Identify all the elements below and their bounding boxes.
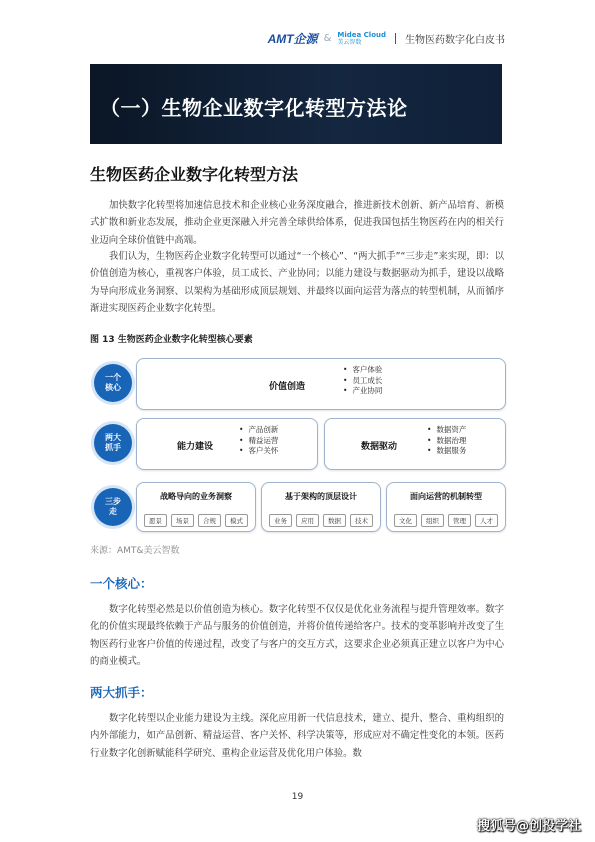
list-item: • 客户关怀 xyxy=(239,446,278,457)
data-items xyxy=(427,425,466,457)
chapter-banner xyxy=(90,64,502,144)
one-core-paragraph: 数字化转型必然是以价值创造为核心。数字化转型不仅仅是优化业务流程与提升管理效率。数字化的价值实现最终依赖于产品与服务的价值创造，并将价值传递给客户。技术的变革影响并改变了生物医药行业客户价值的传递过程，改变了与客户的交互方式，这要求企业必须真正建立以客户为中心的商业模式。 xyxy=(90,604,504,668)
document-title: 生物医药数字化白皮书 xyxy=(405,35,505,46)
section-title: 生物医药企业数字化转型方法 xyxy=(90,165,299,184)
page-number: 19 xyxy=(291,792,304,802)
intro-paragraph-2: 我们认为，生物医药企业数字化转型可以通过“一个核心”、“两大抓手”“三步走”来实现，即：以价值创造为核心，重视客户体验，员工成长、产业协同；以能力建设与数据驱动为抓手，建设以战略为导向形成业务洞察、以架构为基础形成顶层规划、并最终以面向运营为落点的转型机制，从而循序渐进实现医药企业数字化转型。 xyxy=(90,251,504,315)
chip-row xyxy=(262,514,380,527)
chip-row xyxy=(387,514,505,527)
intro-paragraph-1: 加快数字化转型将加速信息技术和企业核心业务深度融合，推进新技术创新、新产品培育、新模式扩散和新业态发展，推动企业更深融入并完善全球供给体系，促进我国包括生物医药在内的相关行业迈向全球价值链中高端。 xyxy=(90,200,504,246)
list-item: • 数据服务 xyxy=(427,446,466,457)
chip: 组织 xyxy=(421,514,444,527)
figure-caption: 图 13 生物医药企业数字化转型核心要素 xyxy=(90,335,253,345)
circle-two-grips xyxy=(94,424,132,462)
architecture-design-box xyxy=(261,482,381,532)
box-label: 基于架构的顶层设计 xyxy=(285,492,357,501)
ampersand: & xyxy=(323,33,332,44)
capability-items xyxy=(239,425,278,457)
data-driven-box xyxy=(324,418,506,470)
chip: 合规 xyxy=(198,514,221,527)
midea-logo-cn: 美云智数 xyxy=(337,38,362,46)
header-divider xyxy=(395,33,396,44)
amt-logo: AMT企源 xyxy=(267,32,318,46)
box-label: 面向运营的机制转型 xyxy=(410,492,482,501)
chip: 数据 xyxy=(323,514,346,527)
one-core-heading: 一个核心： xyxy=(90,576,153,591)
circle-line: 三步 xyxy=(105,497,121,506)
chapter-title: （一）生物企业数字化转型方法论 xyxy=(100,96,408,120)
box-label: 价值创造 xyxy=(269,382,306,392)
chip: 场景 xyxy=(171,514,194,527)
circle-line: 走 xyxy=(109,507,117,516)
chip: 业务 xyxy=(269,514,292,527)
box-label: 战略导向的业务洞察 xyxy=(160,492,232,501)
circle-line: 抓手 xyxy=(105,443,121,452)
midea-logo-en: Midea Cloud xyxy=(337,30,386,39)
chip: 模式 xyxy=(225,514,248,527)
chip: 愿景 xyxy=(144,514,167,527)
list-item: • 数据资产 xyxy=(427,425,466,436)
strategy-insight-box xyxy=(136,482,256,532)
list-item: • 员工成长 xyxy=(343,376,382,387)
list-item: • 产品创新 xyxy=(239,425,278,436)
box-label: 数据驱动 xyxy=(361,442,398,452)
circle-line: 核心 xyxy=(105,383,121,392)
value-items xyxy=(343,365,382,397)
list-item: • 精益运营 xyxy=(239,436,278,447)
value-creation-box xyxy=(136,358,506,410)
circle-line: 一个 xyxy=(105,373,121,382)
capability-building-box xyxy=(136,418,318,470)
midea-cloud-logo xyxy=(337,31,386,47)
chip-row xyxy=(137,514,255,527)
circle-one-core xyxy=(94,364,132,402)
list-item: • 客户体验 xyxy=(343,365,382,376)
chip: 文化 xyxy=(394,514,417,527)
watermark: 搜狐号@创投学社 xyxy=(476,819,581,834)
operation-mechanism-box xyxy=(386,482,506,532)
circle-line: 两大 xyxy=(105,433,121,442)
chip: 管理 xyxy=(448,514,471,527)
box-label: 能力建设 xyxy=(177,442,214,452)
transformation-diagram xyxy=(90,352,508,532)
chip: 应用 xyxy=(296,514,319,527)
two-grips-heading: 两大抓手： xyxy=(90,685,153,700)
page-header xyxy=(268,30,505,47)
list-item: • 数据治理 xyxy=(427,436,466,447)
list-item: • 产业协同 xyxy=(343,386,382,397)
circle-three-steps xyxy=(94,488,132,526)
two-grips-paragraph: 数字化转型以企业能力建设为主线。深化应用新一代信息技术，建立、提升、整合、重构组织的内外部能力，如产品创新、精益运营、客户关怀、科学决策等，形成应对不确定性变化的本领。医药行业数字化创新赋能科学研究、重构企业运营及优化用户体验。数 xyxy=(90,713,504,759)
figure-source: 来源：AMT&美云智数 xyxy=(90,546,180,556)
chip: 技术 xyxy=(350,514,373,527)
chip: 人才 xyxy=(475,514,498,527)
